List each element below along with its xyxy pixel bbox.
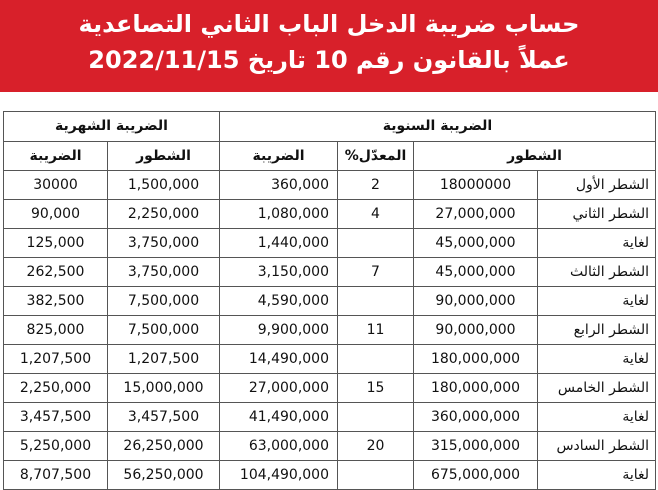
group-annual-tax: الضريبة السنوية bbox=[220, 112, 656, 142]
table-group-header bbox=[4, 112, 656, 142]
cell-monthly-bracket: 7,500,000 bbox=[108, 316, 220, 345]
cell-rate: 15 bbox=[338, 374, 414, 403]
cell-bracket-label: لغاية bbox=[538, 461, 656, 490]
cell-monthly-bracket: 1,500,000 bbox=[108, 171, 220, 200]
cell-annual-bracket: 45,000,000 bbox=[414, 258, 538, 287]
cell-rate bbox=[338, 287, 414, 316]
cell-annual-bracket: 45,000,000 bbox=[414, 229, 538, 258]
cell-monthly-bracket: 3,750,000 bbox=[108, 229, 220, 258]
cell-rate bbox=[338, 461, 414, 490]
cell-annual-tax: 4,590,000 bbox=[220, 287, 338, 316]
cell-monthly-tax: 825,000 bbox=[4, 316, 108, 345]
cell-bracket-label: لغاية bbox=[538, 345, 656, 374]
cell-bracket-label: الشطر الخامس bbox=[538, 374, 656, 403]
table-row bbox=[4, 432, 656, 461]
title-line-1: حساب ضريبة الدخل الباب الثاني التصاعدية bbox=[78, 10, 580, 38]
cell-monthly-tax: 125,000 bbox=[4, 229, 108, 258]
cell-rate: 4 bbox=[338, 200, 414, 229]
cell-annual-bracket: 90,000,000 bbox=[414, 287, 538, 316]
cell-monthly-bracket: 3,750,000 bbox=[108, 258, 220, 287]
table-column-header bbox=[4, 142, 656, 171]
cell-rate: 20 bbox=[338, 432, 414, 461]
cell-rate bbox=[338, 345, 414, 374]
cell-annual-bracket: 90,000,000 bbox=[414, 316, 538, 345]
cell-monthly-bracket: 26,250,000 bbox=[108, 432, 220, 461]
cell-bracket-label: لغاية bbox=[538, 287, 656, 316]
col-monthly-tax: الضريبة bbox=[4, 142, 108, 171]
cell-bracket-label: لغاية bbox=[538, 229, 656, 258]
col-rate: المعدّل% bbox=[338, 142, 414, 171]
cell-annual-bracket: 675,000,000 bbox=[414, 461, 538, 490]
cell-rate: 11 bbox=[338, 316, 414, 345]
cell-monthly-bracket: 1,207,500 bbox=[108, 345, 220, 374]
cell-monthly-tax: 262,500 bbox=[4, 258, 108, 287]
table-row bbox=[4, 200, 656, 229]
cell-annual-tax: 360,000 bbox=[220, 171, 338, 200]
table-row bbox=[4, 171, 656, 200]
cell-monthly-tax: 2,250,000 bbox=[4, 374, 108, 403]
cell-rate bbox=[338, 229, 414, 258]
cell-annual-tax: 1,440,000 bbox=[220, 229, 338, 258]
cell-bracket-label: الشطر الثالث bbox=[538, 258, 656, 287]
cell-annual-tax: 3,150,000 bbox=[220, 258, 338, 287]
cell-bracket-label: الشطر الأول bbox=[538, 171, 656, 200]
col-annual-tax: الضريبة bbox=[220, 142, 338, 171]
cell-monthly-bracket: 3,457,500 bbox=[108, 403, 220, 432]
cell-bracket-label: الشطر السادس bbox=[538, 432, 656, 461]
cell-annual-tax: 104,490,000 bbox=[220, 461, 338, 490]
col-annual-brackets: الشطور bbox=[414, 142, 656, 171]
cell-bracket-label: الشطر الرابع bbox=[538, 316, 656, 345]
col-monthly-brackets: الشطور bbox=[108, 142, 220, 171]
cell-annual-bracket: 180,000,000 bbox=[414, 345, 538, 374]
cell-annual-tax: 9,900,000 bbox=[220, 316, 338, 345]
cell-annual-tax: 41,490,000 bbox=[220, 403, 338, 432]
cell-monthly-tax: 5,250,000 bbox=[4, 432, 108, 461]
table-row bbox=[4, 345, 656, 374]
cell-monthly-bracket: 2,250,000 bbox=[108, 200, 220, 229]
cell-monthly-bracket: 56,250,000 bbox=[108, 461, 220, 490]
cell-monthly-tax: 382,500 bbox=[4, 287, 108, 316]
cell-annual-bracket: 27,000,000 bbox=[414, 200, 538, 229]
cell-bracket-label: الشطر الثاني bbox=[538, 200, 656, 229]
cell-monthly-tax: 1,207,500 bbox=[4, 345, 108, 374]
cell-monthly-tax: 3,457,500 bbox=[4, 403, 108, 432]
cell-annual-bracket: 315,000,000 bbox=[414, 432, 538, 461]
cell-annual-bracket: 180,000,000 bbox=[414, 374, 538, 403]
cell-monthly-bracket: 15,000,000 bbox=[108, 374, 220, 403]
table-row bbox=[4, 461, 656, 490]
cell-annual-tax: 14,490,000 bbox=[220, 345, 338, 374]
cell-monthly-tax: 30000 bbox=[4, 171, 108, 200]
cell-rate bbox=[338, 403, 414, 432]
table-row bbox=[4, 258, 656, 287]
cell-annual-tax: 27,000,000 bbox=[220, 374, 338, 403]
table-row bbox=[4, 403, 656, 432]
cell-bracket-label: لغاية bbox=[538, 403, 656, 432]
cell-annual-tax: 63,000,000 bbox=[220, 432, 338, 461]
cell-rate: 2 bbox=[338, 171, 414, 200]
table-row bbox=[4, 287, 656, 316]
cell-annual-bracket: 360,000,000 bbox=[414, 403, 538, 432]
cell-annual-bracket: 18000000 bbox=[414, 171, 538, 200]
cell-monthly-bracket: 7,500,000 bbox=[108, 287, 220, 316]
title-banner bbox=[0, 0, 658, 92]
tax-table bbox=[3, 111, 656, 490]
table-row bbox=[4, 316, 656, 345]
table-row bbox=[4, 374, 656, 403]
cell-annual-tax: 1,080,000 bbox=[220, 200, 338, 229]
cell-monthly-tax: 90,000 bbox=[4, 200, 108, 229]
table-row bbox=[4, 229, 656, 258]
cell-monthly-tax: 8,707,500 bbox=[4, 461, 108, 490]
group-monthly-tax: الضريبة الشهرية bbox=[4, 112, 220, 142]
cell-rate: 7 bbox=[338, 258, 414, 287]
title-line-2: عملاً بالقانون رقم 10 تاريخ 2022/11/15 bbox=[88, 46, 570, 74]
